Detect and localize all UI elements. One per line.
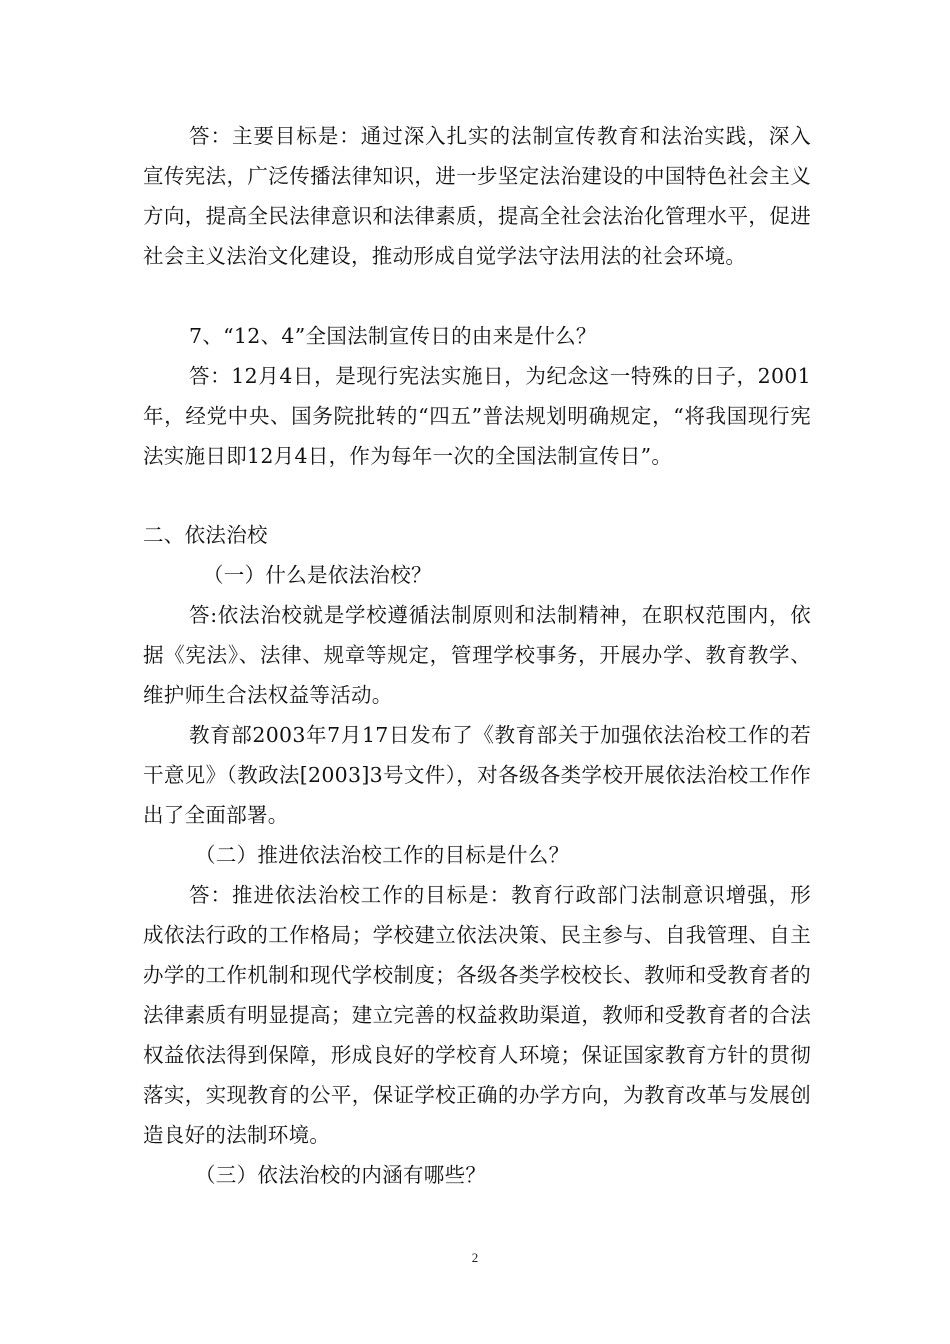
answer-7: 答：12月4日，是现行宪法实施日，为纪念这一特殊的日子，2001年，经党中央、国务院批转的“四五”普法规划明确规定，“将我国现行宪法实施日即12月4日，作为每年一次的全国法制宣传日”。 bbox=[143, 364, 811, 468]
subsection-3-heading: （三）依法治校的内涵有哪些？ bbox=[195, 1163, 487, 1187]
section-heading-rule-of-law-schools: 二、依法治校 bbox=[143, 523, 268, 547]
page-number: 2 bbox=[471, 1250, 479, 1265]
paragraph-goal-answer: 答：主要目标是：通过深入扎实的法制宣传教育和法治实践，深入宣传宪法，广泛传播法律知识，进一步坚定法治建设的中国特色社会主义方向，提高全民法律意识和法律素质，提高全社会法治化管理水平，促进社会主义法治文化建设，推动形成自觉学法守法用法的社会环境。 bbox=[143, 124, 811, 268]
subsection-2-heading: （二）推进依法治校工作的目标是什么？ bbox=[195, 843, 570, 867]
subsection-1-heading: （一）什么是依法治校？ bbox=[203, 563, 432, 587]
subsection-1-note: 教育部2003年7月17日发布了《教育部关于加强依法治校工作的若干意见》（教政法[2003]3号文件），对各级各类学校开展依法治校工作作出了全面部署。 bbox=[143, 723, 811, 827]
subsection-2-answer: 答：推进依法治校工作的目标是：教育行政部门法制意识增强，形成依法行政的工作格局；学校建立依法决策、民主参与、自我管理、自主办学的工作机制和现代学校制度；各级各类学校校长、教师和受教育者的法律素质有明显提高；建立完善的权益救助渠道，教师和受教育者的合法权益依法得到保障，形成良好的学校育人环境；保证国家教育方针的贯彻落实，实现教育的公平，保证学校正确的办学方向，为教育改革与发展创造良好的法制环境。 bbox=[143, 883, 811, 1147]
subsection-1-answer: 答:依法治校就是学校遵循法制原则和法制精神，在职权范围内，依据《宪法》、法律、规章等规定，管理学校事务，开展办学、教育教学、维护师生合法权益等活动。 bbox=[143, 603, 811, 707]
question-7: 7、“12、4”全国法制宣传日的由来是什么？ bbox=[189, 324, 597, 348]
